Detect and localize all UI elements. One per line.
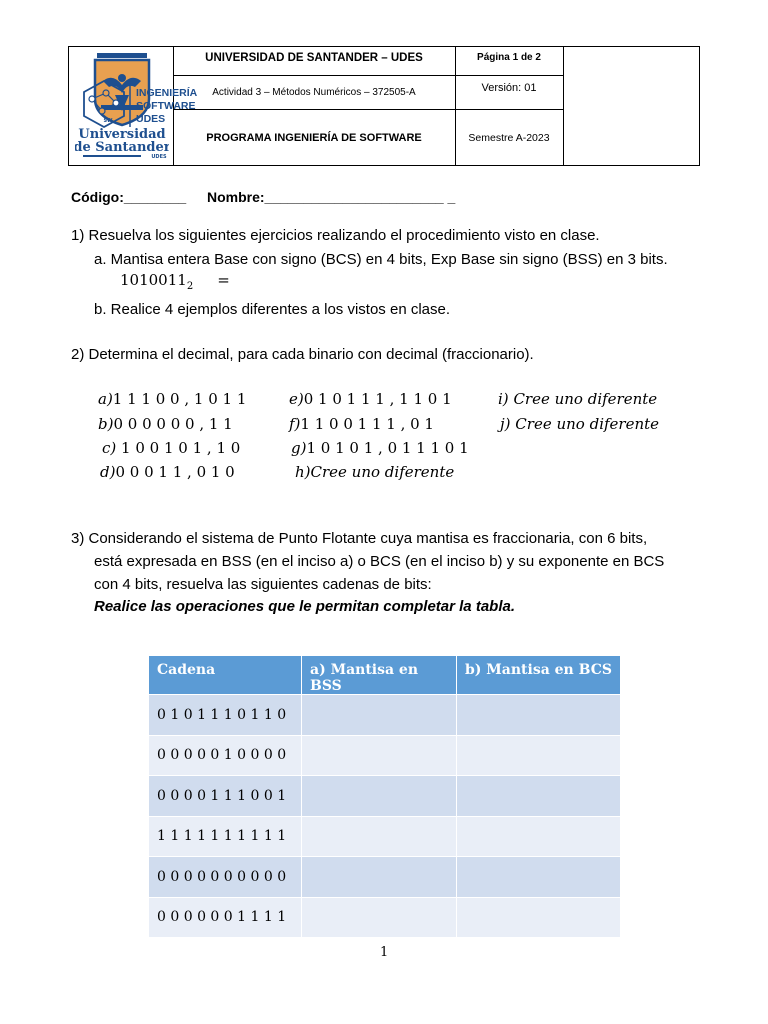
codigo-field: Código:________ (71, 189, 187, 205)
question-2: 2) Determina el decimal, para cada binario con decimal (fraccionario). (71, 346, 534, 363)
software-program-logo (74, 77, 202, 137)
q2-item-j: j) Cree uno diferente (500, 415, 660, 433)
question-3-instruction: Realice las operaciones que le permitan completar la tabla. (94, 598, 515, 615)
table-header-row (149, 656, 621, 695)
logo-small-text: UDES (151, 154, 167, 160)
q2-item-g: g)1 0 1 0 1 , 0 1 1 1 0 1 (291, 439, 469, 457)
page-number: 1 (380, 945, 389, 960)
table-row (149, 776, 621, 817)
q2-item-c: c) 1 0 0 1 0 1 , 1 0 (102, 439, 241, 457)
semester-label: Semestre A-2023 (468, 132, 550, 144)
q2-item-i: i) Cree uno diferente (498, 390, 658, 408)
q2-item-e: e)0 1 0 1 1 1 , 1 1 0 1 (289, 390, 452, 408)
question-3-line2: está expresada en BSS (en el inciso a) o BCS (en el inciso b) y su exponente en BCS (94, 553, 665, 570)
header-mantisa-bss: a) Mantisa en BSS (302, 656, 457, 695)
cell-cadena: 0 0 0 0 0 0 0 0 0 0 (149, 857, 302, 898)
university-title: UNIVERSIDAD DE SANTANDER – UDES (205, 52, 423, 64)
document-header (68, 46, 700, 166)
mantissa-table (148, 655, 621, 938)
table-row (149, 695, 621, 736)
logo-badge-text: SW (103, 118, 113, 124)
cell-mantisa-bss[interactable] (302, 857, 457, 898)
version-label: Versión: 01 (481, 82, 537, 94)
activity-title: Actividad 3 – Métodos Numéricos – 372505-A (212, 86, 416, 98)
table-row (149, 816, 621, 857)
cell-cadena: 0 0 0 0 0 0 1 1 1 1 (149, 897, 302, 938)
question-1a: a. Mantisa entera Base con signo (BCS) en 4 bits, Exp Base sin signo (BSS) en 3 bits. (94, 251, 668, 268)
page-indicator: Página 1 de 2 (477, 52, 541, 63)
cell-cadena: 0 0 0 0 0 1 0 0 0 0 (149, 735, 302, 776)
cell-mantisa-bcs[interactable] (457, 857, 621, 898)
table-row (149, 735, 621, 776)
logo-text-udes: UDES (136, 113, 166, 125)
logo-text-ingenieria: INGENIERÍA (136, 87, 198, 99)
cell-mantisa-bcs[interactable] (457, 695, 621, 736)
cell-mantisa-bss[interactable] (302, 897, 457, 938)
question-3-line1: 3) Considerando el sistema de Punto Flotante cuya mantisa es fraccionaria, con 6 bits, (71, 530, 648, 547)
cell-mantisa-bss[interactable] (302, 695, 457, 736)
logo-text-line1: Universidad (78, 127, 166, 142)
cell-cadena: 1 1 1 1 1 1 1 1 1 1 (149, 816, 302, 857)
q2-item-d: d)0 0 0 1 1 , 0 1 0 (100, 463, 235, 481)
question-1a-number: $1010011_2$ = (120, 271, 230, 292)
cell-mantisa-bss[interactable] (302, 776, 457, 817)
cell-mantisa-bcs[interactable] (457, 776, 621, 817)
logo-text-software: SOFTWARE (136, 100, 196, 112)
cell-mantisa-bcs[interactable] (457, 735, 621, 776)
program-title: PROGRAMA INGENIERÍA DE SOFTWARE (206, 132, 422, 144)
cell-mantisa-bcs[interactable] (457, 816, 621, 857)
question-1: 1) Resuelva los siguientes ejercicios realizando el procedimiento visto en clase. (71, 227, 600, 244)
header-cadena: Cadena (149, 656, 302, 695)
table-row (149, 857, 621, 898)
cell-cadena: 0 0 0 0 1 1 1 0 0 1 (149, 776, 302, 817)
cell-mantisa-bss[interactable] (302, 735, 457, 776)
cell-mantisa-bcs[interactable] (457, 897, 621, 938)
question-1b: b. Realice 4 ejemplos diferentes a los vistos en clase. (94, 301, 451, 318)
q2-item-h: h)Cree uno diferente (295, 463, 455, 481)
header-mantisa-bcs: b) Mantisa en BCS (457, 656, 621, 695)
nombre-field: Nombre:_______________________ _ (207, 189, 456, 205)
table-row (149, 897, 621, 938)
q2-item-a: a)1 1 1 0 0 , 1 0 1 1 (98, 390, 247, 408)
question-3-line3: con 4 bits, resuelva las siguientes cadenas de bits: (94, 576, 432, 593)
logo-text-line2: de Santander (75, 140, 169, 155)
q2-item-b: b)0 0 0 0 0 0 , 1 1 (98, 415, 233, 433)
cell-mantisa-bss[interactable] (302, 816, 457, 857)
q2-item-f: f)1 1 0 0 1 1 1 , 0 1 (289, 415, 434, 433)
cell-cadena: 0 1 0 1 1 1 0 1 1 0 (149, 695, 302, 736)
